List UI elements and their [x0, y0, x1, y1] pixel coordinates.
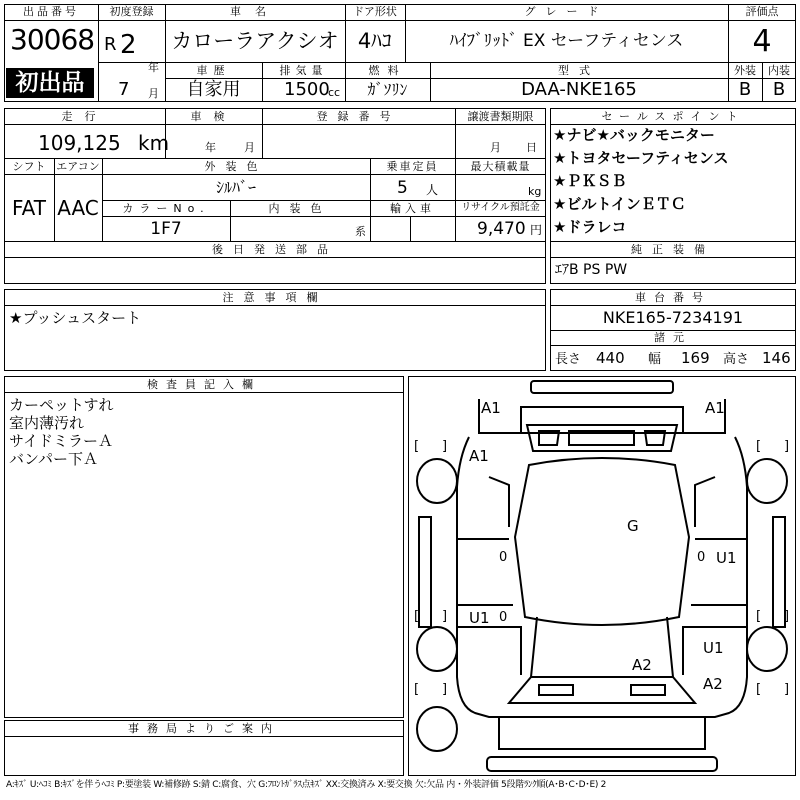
sales-point-item: ★ＰＫＳＢ — [553, 172, 627, 190]
mileage-unit: km — [138, 131, 170, 155]
bracket-mark: ] — [784, 682, 790, 697]
fuel-value: ｶﾞｿﾘﾝ — [367, 80, 408, 99]
bracket-mark: ] — [442, 439, 448, 454]
max-load-label: 最大積載量 — [470, 160, 531, 173]
notes-label: 注意事項欄 — [222, 291, 328, 304]
int-color-label: 内装色 — [268, 202, 332, 215]
inspector-note: カーペットすれ — [9, 396, 114, 414]
length-label: 長さ — [555, 352, 582, 367]
car-name-label: 車名 — [230, 5, 280, 18]
displacement-label: 排気量 — [279, 64, 328, 77]
mark-roof: G — [627, 517, 639, 535]
displacement-value: 1500 — [284, 79, 330, 100]
mileage-value: 109,125 — [38, 131, 121, 155]
mark-zero-right: 0 — [697, 550, 706, 565]
exterior-label: 外装 — [734, 64, 756, 77]
recycle-label: リサイクル預託金 — [461, 202, 540, 213]
capacity-value: 5 — [397, 178, 408, 198]
sales-point-item: ★ナビ★バックモニター — [553, 126, 715, 144]
later-parts-label: 後日発送部品 — [212, 243, 338, 256]
model-value: DAA-NKE165 — [521, 79, 637, 100]
inspector-note: サイドミラーＡ — [9, 432, 113, 450]
interior-value: B — [772, 79, 786, 100]
grade-label: グレード — [524, 5, 609, 18]
door-label: ドア形状 — [353, 5, 397, 18]
shift-value: FAT — [11, 196, 46, 220]
score-value: 4 — [752, 24, 772, 59]
mark-front-left: A1 — [481, 399, 501, 417]
grade-value: ﾊｲﾌﾞﾘｯﾄﾞ EX セーフティセンス — [449, 31, 684, 51]
mark-zero-left: 0 — [499, 550, 508, 565]
inspection-label: 車検 — [190, 110, 237, 123]
height-label: 高さ — [723, 352, 750, 367]
ext-color-label: 外装色 — [204, 160, 268, 173]
bracket-mark: [ — [414, 609, 420, 624]
era: R — [104, 34, 117, 55]
history-value: 自家用 — [186, 79, 241, 100]
door-value: 4ﾊｺ — [357, 29, 393, 53]
mark-rear-door-left: U1 — [469, 609, 490, 627]
registration-label: 登録番号 — [316, 110, 401, 123]
capacity-label: 乗車定員 — [386, 160, 439, 173]
recycle-value: 9,470 — [477, 219, 526, 239]
bracket-mark: ] — [442, 682, 448, 697]
month-unit: 月 — [148, 87, 159, 100]
first-reg-label: 初度登録 — [109, 5, 154, 18]
inspection-year: 年 — [205, 141, 216, 154]
transfer-day: 日 — [526, 141, 537, 154]
bracket-mark: [ — [414, 439, 420, 454]
fuel-label: 燃料 — [368, 64, 407, 77]
bracket-mark: [ — [756, 682, 762, 697]
aircon-value: AAC — [57, 196, 99, 220]
transfer-label: 譲渡書類期限 — [467, 110, 534, 123]
sales-point-item: ★ドラレコ — [553, 218, 627, 236]
transfer-month: 月 — [490, 141, 501, 154]
exterior-value: B — [738, 79, 752, 100]
sales-point-item: ★トヨタセーフティセンス — [553, 149, 729, 167]
mark-zero-lower: 0 — [499, 610, 508, 625]
chassis-value: NKE165-7234191 — [602, 308, 744, 327]
office-label: 事務局よりご案内 — [128, 722, 280, 735]
max-load-unit: kg — [528, 185, 542, 198]
bracket-mark: ] — [784, 439, 790, 454]
inspector-note: バンパー下Ａ — [9, 450, 98, 468]
legend-text: A:ｷｽﾞ U:ﾍｺﾐ B:ｷｽﾞを伴うﾍｺﾐ P:要塗装 W:補修跡 S:錆 C:腐食、穴 G:ﾌﾛﾝﾄｶﾞﾗｽ点ｷｽﾞ XX:交換済み X:要交換 欠:欠品 内・外装評価 5段階ﾗﾝｸ順(A･B･C･D･E) 2 — [6, 780, 607, 790]
history-label: 車歴 — [196, 64, 231, 77]
score-label: 評価点 — [745, 5, 779, 18]
displacement-unit: cc — [328, 86, 341, 99]
mileage-label: 走行 — [61, 110, 108, 123]
mark-front-door-right: U1 — [716, 549, 737, 567]
mark-rear-bumper: A2 — [703, 675, 723, 693]
capacity-unit: 人 — [426, 183, 439, 197]
sales-points-list — [553, 128, 793, 243]
width-value: 169 — [681, 349, 710, 367]
car-diagram — [408, 376, 796, 776]
int-color-unit: 系 — [355, 225, 366, 238]
aircon-label: エアコン — [56, 160, 100, 173]
lot-number-label: 出品番号 — [23, 5, 79, 18]
width-label: 幅 — [648, 352, 662, 367]
height-value: 146 — [762, 349, 791, 367]
bracket-mark: ] — [442, 609, 448, 624]
import-label: 輸入車 — [390, 202, 435, 215]
car-name: カローラアクシオ — [171, 29, 339, 53]
equipment-value: ｴｱB PS PW — [555, 262, 628, 278]
notes-value: ★プッシュスタート — [9, 309, 142, 327]
inspector-note: 室内薄汚れ — [9, 414, 85, 432]
bracket-mark: [ — [414, 682, 420, 697]
lot-number: 30068 — [10, 23, 95, 56]
year-unit: 年 — [148, 61, 159, 74]
color-no-value: 1F7 — [150, 219, 182, 239]
inspection-month: 月 — [244, 141, 255, 154]
bracket-mark: [ — [756, 609, 762, 624]
car-outline-drawing — [409, 377, 795, 775]
shift-label: シフト — [12, 160, 46, 173]
inspector-notes — [9, 396, 114, 468]
ext-color-value: ｼﾙﾊﾞｰ — [215, 178, 256, 197]
dims-label: 諸元 — [654, 331, 692, 344]
sales-point-item: ★ビルトインＥＴＣ — [553, 195, 686, 213]
model-label: 型式 — [558, 64, 600, 77]
color-no-label: カラーNo. — [122, 202, 210, 215]
year-num: 2 — [120, 30, 137, 60]
inspector-label: 検査員記入欄 — [147, 378, 261, 391]
mark-fender-left: A1 — [469, 447, 489, 465]
month-num: 7 — [118, 79, 130, 100]
chassis-label: 車台番号 — [635, 291, 711, 304]
equipment-label: 純正装備 — [631, 243, 715, 256]
mark-trunk: A2 — [632, 656, 652, 674]
interior-label: 内装 — [768, 64, 790, 77]
bracket-mark: [ — [756, 439, 762, 454]
length-value: 440 — [596, 349, 625, 367]
mark-quarter-right: U1 — [703, 639, 724, 657]
mark-front-right: A1 — [705, 399, 725, 417]
sales-points-label: セールスポイント — [601, 110, 745, 123]
bracket-mark: ] — [784, 609, 790, 624]
recycle-unit: 円 — [530, 223, 543, 237]
first-listing-badge: 初出品 — [6, 68, 94, 98]
